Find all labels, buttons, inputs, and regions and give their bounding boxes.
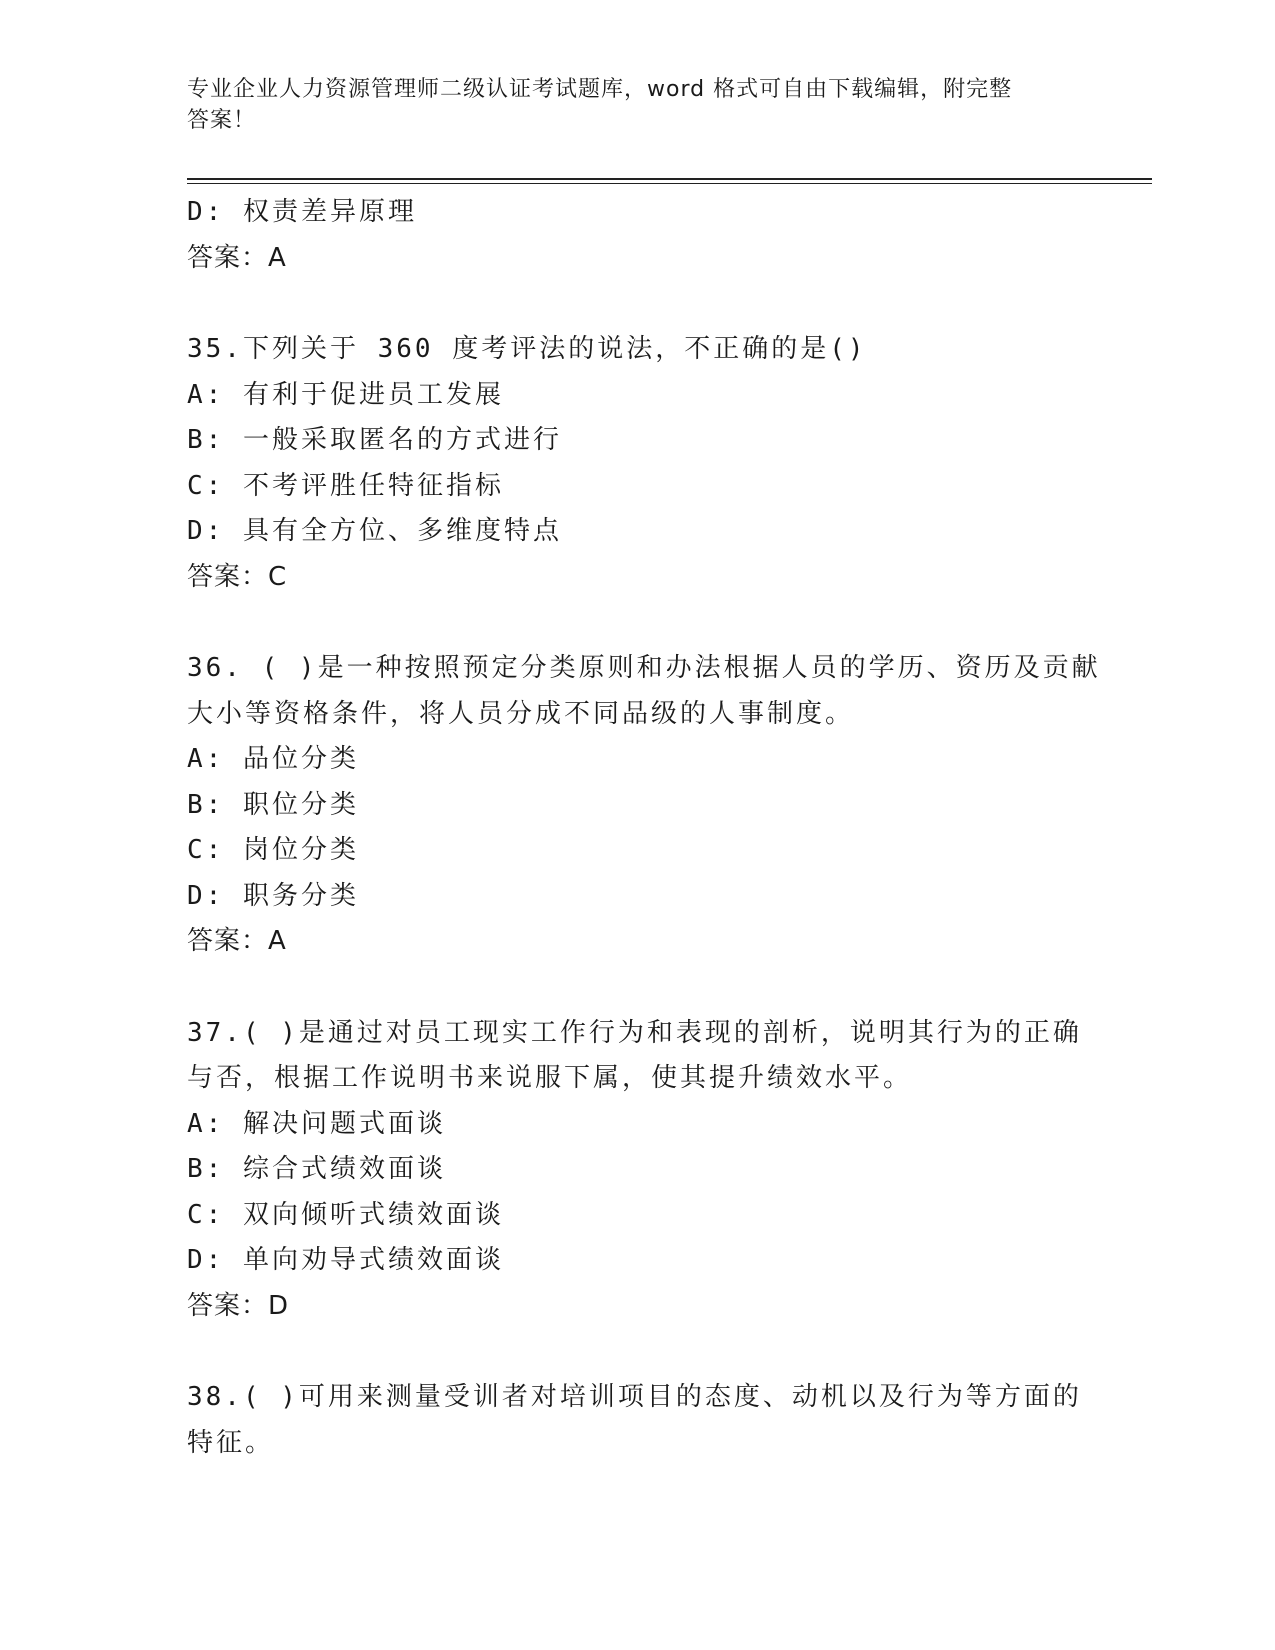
- answer-line: 答案：D: [187, 1290, 290, 1321]
- option-b: B: 一般采取匿名的方式进行: [187, 425, 562, 455]
- option-d: D: 单向劝导式绩效面谈: [187, 1245, 504, 1275]
- header-divider-thick: [187, 178, 1152, 180]
- answer-line: 答案：A: [187, 926, 287, 956]
- answer-line: 答案：A: [187, 242, 287, 273]
- header-line-1: 专业企业人力资源管理师二级认证考试题库，word 格式可自由下载编辑，附完整: [187, 77, 1013, 102]
- question-38: [187, 1375, 1087, 1466]
- option-a: A: 有利于促进员工发展: [187, 379, 504, 410]
- option-d: D: 权责差异原理: [187, 197, 417, 227]
- question-text: 37.( )是通过对员工现实工作行为和表现的剖析，说明其行为的正确: [187, 1017, 1082, 1048]
- answer-line: 答案：C: [187, 561, 288, 592]
- question-text-cont: 与否，根据工作说明书来说服下属，使其提升绩效水平。: [187, 1063, 913, 1093]
- document-header: [187, 74, 1067, 136]
- option-b: B: 综合式绩效面谈: [187, 1154, 446, 1184]
- question-text: 35.下列关于 360 度考评法的说法，不正确的是(): [187, 334, 867, 364]
- question-35: [187, 327, 1087, 600]
- option-c: C: 岗位分类: [187, 835, 359, 865]
- document-body: [187, 190, 1101, 1466]
- question-36: [187, 646, 1101, 965]
- option-c: C: 双向倾听式绩效面谈: [187, 1199, 504, 1230]
- header-line-2: 答案！: [187, 108, 257, 133]
- header-divider-thin: [187, 183, 1152, 184]
- option-d: D: 具有全方位、多维度特点: [187, 516, 562, 546]
- question-text: 38.( )可用来测量受训者对培训项目的态度、动机以及行为等方面的: [187, 1382, 1082, 1412]
- question-text: 36. ( )是一种按照预定分类原则和办法根据人员的学历、资历及贡献: [187, 653, 1101, 683]
- option-a: A: 品位分类: [187, 744, 359, 774]
- question-text-cont: 大小等资格条件，将人员分成不同品级的人事制度。: [187, 698, 855, 729]
- option-c: C: 不考评胜任特征指标: [187, 470, 504, 501]
- option-a: A: 解决问题式面谈: [187, 1108, 446, 1139]
- option-b: B: 职位分类: [187, 789, 359, 820]
- option-d: D: 职务分类: [187, 880, 359, 911]
- question-37: [187, 1011, 1087, 1330]
- question-text-cont: 特征。: [187, 1427, 275, 1458]
